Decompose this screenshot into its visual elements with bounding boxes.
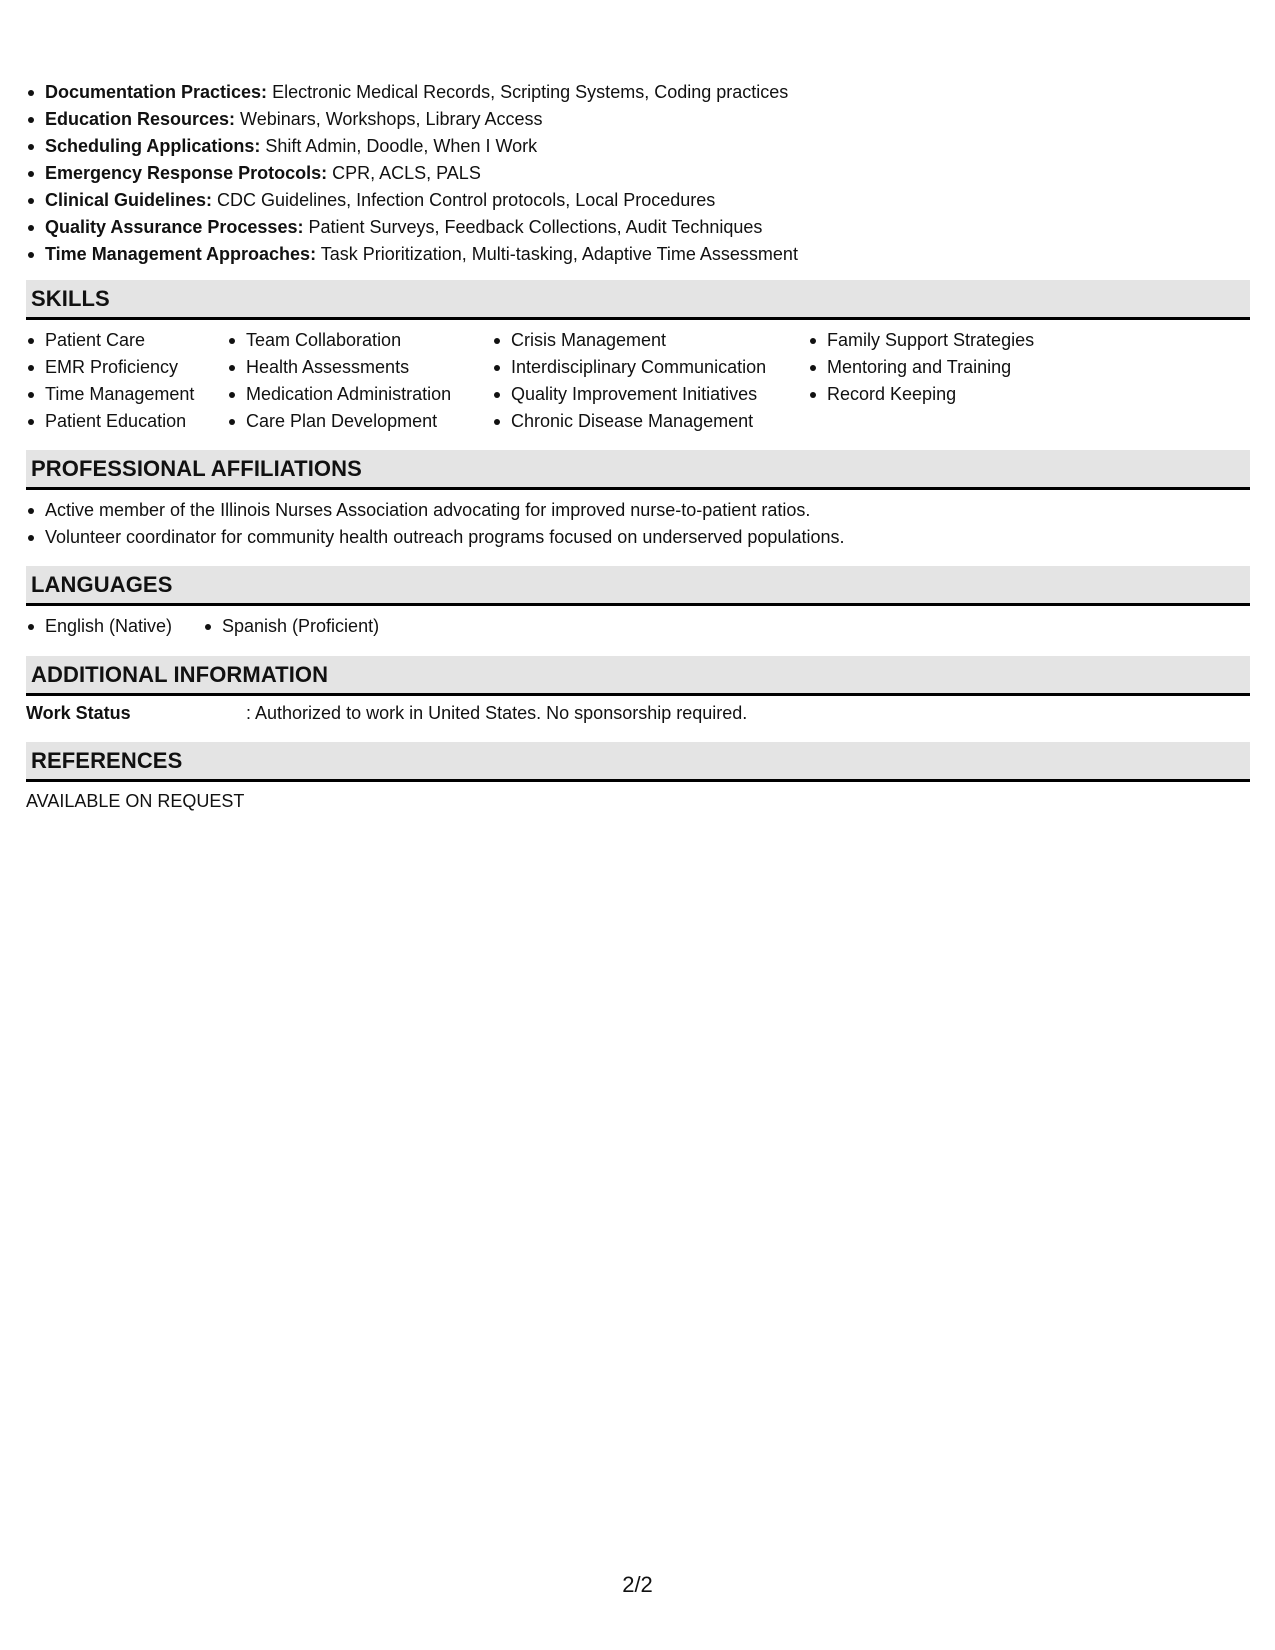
work-status-label: Work Status — [26, 703, 131, 723]
tools-item-label: Scheduling Applications: — [45, 136, 261, 156]
tools-item-value: CDC Guidelines, Infection Control protocols, Local Procedures — [212, 190, 716, 210]
affiliation-item: Volunteer coordinator for community health outreach programs focused on underserved populations. — [26, 524, 1250, 551]
tools-item-value: CPR, ACLS, PALS — [327, 163, 481, 183]
additional-heading: ADDITIONAL INFORMATION — [31, 662, 329, 687]
affiliations-heading: PROFESSIONAL AFFILIATIONS — [31, 456, 362, 481]
languages-column — [203, 613, 379, 640]
languages-section — [26, 566, 1250, 640]
tools-item-value: Patient Surveys, Feedback Collections, Audit Techniques — [303, 217, 763, 237]
tools-item-label: Clinical Guidelines: — [45, 190, 213, 210]
work-status-value: : Authorized to work in United States. No sponsorship required. — [246, 703, 748, 723]
affiliations-section — [26, 450, 1250, 551]
skill-item: Quality Improvement Initiatives — [492, 381, 808, 408]
skill-item: Health Assessments — [227, 354, 492, 381]
skills-section — [26, 280, 1250, 435]
tools-item-value: Task Prioritization, Multi-tasking, Adaptive Time Assessment — [316, 244, 798, 264]
language-item: English (Native) — [26, 613, 203, 640]
skill-item: Mentoring and Training — [808, 354, 1108, 381]
skill-item: EMR Proficiency — [26, 354, 227, 381]
skill-item: Patient Education — [26, 408, 227, 435]
affiliations-heading-bar — [26, 450, 1250, 490]
skills-column — [227, 327, 492, 435]
skills-heading: SKILLS — [31, 286, 110, 311]
tools-item-label: Time Management Approaches: — [45, 244, 317, 264]
tools-item-label: Emergency Response Protocols: — [45, 163, 328, 183]
tools-item — [26, 133, 798, 160]
additional-heading-bar — [26, 656, 1250, 696]
additional-section — [26, 656, 1250, 726]
tools-item-label: Quality Assurance Processes: — [45, 217, 304, 237]
tools-item-label: Education Resources: — [45, 109, 236, 129]
tools-item-value: Shift Admin, Doodle, When I Work — [260, 136, 538, 156]
tools-item — [26, 160, 798, 187]
skill-item: Family Support Strategies — [808, 327, 1108, 354]
affiliations-body — [26, 490, 1250, 551]
references-heading-bar — [26, 742, 1250, 782]
languages-body — [26, 606, 1250, 640]
tools-item-label: Documentation Practices: — [45, 82, 268, 102]
page-number: 2/2 — [622, 1572, 653, 1597]
skill-item: Team Collaboration — [227, 327, 492, 354]
skills-column — [26, 327, 227, 435]
skills-column — [808, 327, 1108, 435]
tools-list — [26, 79, 798, 268]
skill-item: Chronic Disease Management — [492, 408, 808, 435]
skill-item: Time Management — [26, 381, 227, 408]
skills-columns — [26, 320, 1250, 435]
references-heading: REFERENCES — [31, 748, 183, 773]
tools-item-value: Webinars, Workshops, Library Access — [235, 109, 543, 129]
tools-item-value: Electronic Medical Records, Scripting Systems, Coding practices — [267, 82, 789, 102]
affiliation-item: Active member of the Illinois Nurses Association advocating for improved nurse-to-patient ratios. — [26, 497, 1250, 524]
work-status-row — [26, 696, 1250, 726]
languages-heading-bar — [26, 566, 1250, 606]
skill-item: Interdisciplinary Communication — [492, 354, 808, 381]
skill-item: Crisis Management — [492, 327, 808, 354]
tools-item — [26, 214, 798, 241]
languages-column — [26, 613, 203, 640]
skills-heading-bar — [26, 280, 1250, 320]
skill-item: Care Plan Development — [227, 408, 492, 435]
skill-item: Patient Care — [26, 327, 227, 354]
languages-heading: LANGUAGES — [31, 572, 173, 597]
tools-item — [26, 187, 798, 214]
skill-item: Medication Administration — [227, 381, 492, 408]
affiliations-list — [26, 497, 1250, 551]
skills-column — [492, 327, 808, 435]
language-item: Spanish (Proficient) — [203, 613, 379, 640]
tools-item — [26, 79, 798, 106]
tools-item — [26, 241, 798, 268]
references-text: AVAILABLE ON REQUEST — [26, 791, 245, 811]
skill-item: Record Keeping — [808, 381, 1108, 408]
references-section — [26, 742, 1250, 814]
tools-item — [26, 106, 798, 133]
